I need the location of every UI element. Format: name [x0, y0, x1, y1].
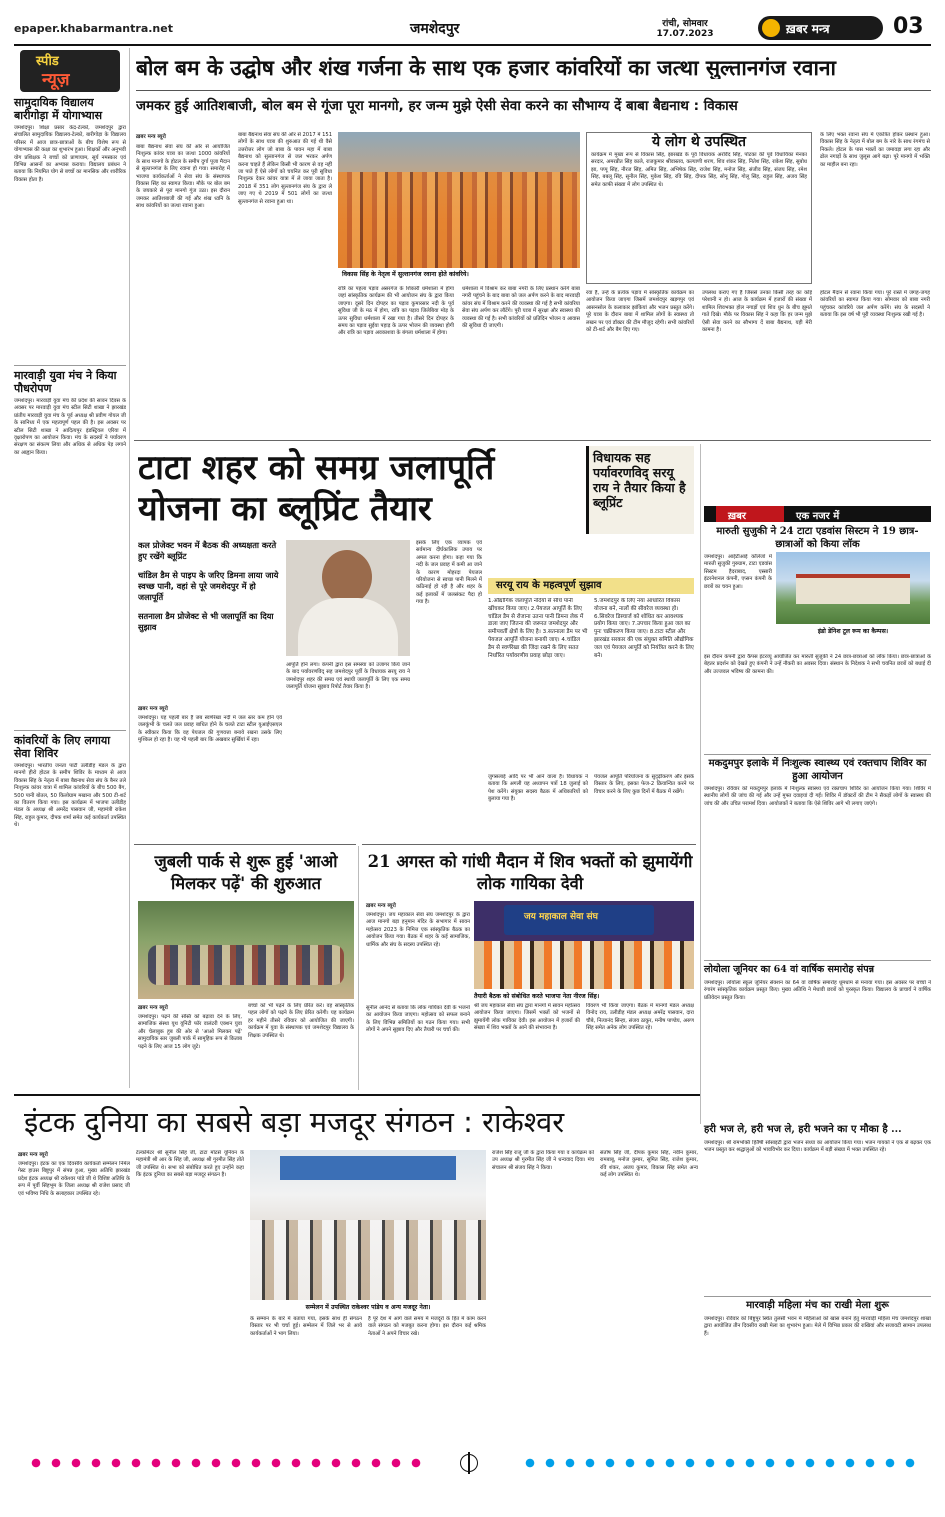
registration-cross — [468, 1452, 470, 1474]
lead-col-8-text: होटल मैदान से रवाना किया गया। पूरे रास्ते में जगह-जगह कांवरियों का स्वागत किया गया। सोमवार को बाबा नगरी पहुंचकर कांवरिये जल अर्पण करेंगे। संघ के सदस्यों ने बताया कि इस वर्ष भी पूरी व्यवस्था निःशुल्क रखी गई है। — [820, 290, 930, 319]
present-box-text: कार्यक्रम में मुख्य रूप से विकास सिंह, झारखंड के पूर्व विधायक अरविंद सिंह, पोटका की पूर्व विधायिका मेनका सरदार, अमरप्रीत सिंह काले, राजकुमार श्रीवास्तव, कल्याणी शरण, शिव शंकर सिंह, नितेश सिंह, राकेश सिंह, सुबोध झा, पप्पू सिंह, नीरज सिंह, अमित सिंह, अभिषेक सिंह, राजेश सिंह, मनोज सिंह, संजीव सिंह, संजय सिंह, रमेश सिंह, बबलू सिंह, सुनील सिंह, मुकेश सिंह, रवि सिंह, दीपक सिंह, सोनू सिंह, गोलू सिंह, राहुल सिंह, अजय सिंह समेत काफी संख्या में लोग उपस्थित थे। — [591, 152, 807, 188]
right-story-5-title: मारवाड़ी महिला मंच का राखी मेला शुरू — [746, 1300, 889, 1311]
jubilee-divider — [358, 846, 359, 1090]
right-story-2-title: मकदुमपुर इलाके में निःशुल्क स्वास्थ्य एवं रक्तचाप शिविर का हुआ आयोजन — [708, 758, 927, 782]
color-dots-left — [26, 1458, 426, 1468]
intuc-byline: ख़बर मन्त्र ब्यूरो — [18, 1152, 48, 1158]
brand-name: ख़बर मन्त्र — [786, 22, 830, 36]
color-dots-right — [520, 1458, 920, 1468]
intuc-stage-banner — [280, 1156, 456, 1180]
intuc-col-5: राजेश सिंह राजू जी के द्वारा किया गया व कार्यक्रम को उप अध्यक्ष श्री गुरमीत सिंह जी ने धन्यवाद दिया। मंच संचालन श्री संजय सिंह ने किया। — [492, 1150, 594, 1171]
sidebar-camp-title: कांवरियों के लिए लगाया सेवा शिविर — [14, 734, 111, 760]
lead-photo-caption: विकास सिंह के नेतृत्व में सुल्तानगंज रवाना होते कांवरिये। — [342, 271, 469, 278]
news-label: न्यूज़ — [42, 70, 70, 90]
news-glance-bar — [704, 506, 931, 522]
jubilee-col-2: बच्चों को भी पढ़ने के लिए प्रेरित करें। वह सांस्कृतिक पहल लोगों को पढ़ने के लिए प्रेरित करेगी। यह कार्यक्रम हर महीने तीसरे रविवार को आयोजित की जाएगी। कार्यक्रम में युवा के संस्थापक एवं जमशेदपुर विद्यालय के शिक्षक उपस्थित थे। — [248, 1003, 354, 1039]
jubilee-photo — [138, 901, 354, 999]
right-column-lower — [704, 1124, 931, 1444]
right-story-4-text: जमशेदपुर। श्री रामभक्ति हितैषी सोसाइटी द्वारा भजन संध्या का आयोजन किया गया। भजन गायकों ने एक से बढ़कर एक भजन प्रस्तुत कर श्रद्धालुओं को भावविभोर कर दिया। कार्यक्रम में बड़ी संख्या में भक्त उपस्थित रहे। — [704, 1140, 931, 1154]
suggestions-box — [488, 578, 694, 770]
right-story-1-more: इस दौरान कंपनी द्वारा कैंपस इंटरव्यू आयोजित कर मारुती सुजुकी ने 24 छात्र-छात्राओं को लॉक किया। छात्र-छात्राओं के बेहतर प्रदर्शन को देखते हुए कंपनी ने उन्हें नौकरी का अवसर दिया। संस्थान के निदेशक ने सभी चयनित छात्रों को बधाई दी और उज्जवल भविष्य की कामना की। — [704, 654, 931, 675]
lead-story — [134, 50, 931, 490]
lead-subhead: जमकर हुई आतिशबाजी, बोल बम से गूंजा पूरा मानगो, हर जन्म मुझे ऐसी सेवा करने का सौभाग्य दें बाबा बैद्यनाथ : विकास — [136, 98, 738, 114]
speed-news-badge — [20, 50, 120, 92]
right-story-2-text: जमशेदपुर। रविवार को मकदुमपुर इलाके में निःशुल्क स्वास्थ्य एवं रक्तचाप शिविर का आयोजन किया गया। शिविर में स्थानीय लोगों की जांच की गई और उन्हें मुफ्त दवाइयां दी गईं। शिविर में डॉक्टरों की टीम ने सैकड़ों लोगों के स्वास्थ्य की जांच की और उचित परामर्श दिया। आयोजकों ने बताया कि ऐसे शिविर आगे भी लगाए जाएंगे। — [704, 786, 931, 807]
lead-bottom-rule — [134, 440, 931, 441]
sidebar-camp-text: जमशेदपुर। भारतीय जनता पार्टी उलीडीह मंडल के द्वारा मानगो हीरो होटल के समीप शिविर के माध्यम से आज विकास सिंह के नेतृत्व में बाबा बैद्यनाथ सेवा संघ के बैनर तले निःशुल्क कांवर यात्रा में शामिल कांवरियों के बीच 500 बैग, 500 पानी बोतल, 50 किलोग्राम मखाना और 500 टी-शर्ट का वितरण किया गया। इस कार्यक्रम में भाजपा उलीडीह मंडल के अध्यक्ष श्री अमरेंद्र पासवान जी, महामंत्री राकेश सिंह, राहुल कुमार, दीपक शर्मा समेत कई कार्यकर्ता उपस्थित थे। — [14, 763, 126, 829]
gandhi-col-3: श्री जय महाकाल सेवा संघ द्वारा मानगो में सावन महोत्सव आयोजन किया जाएगा। जिसमें भक्तों को भजनों से झुमायेंगी लोक गायिका देवी। इस आयोजन में हजारों की संख्या में शिव भक्तों के आने की संभावना है। — [474, 1003, 580, 1032]
right-story-1-photo — [776, 552, 930, 624]
tata-byline-wrap — [138, 704, 282, 835]
right-rule-1 — [704, 754, 931, 755]
tata-col-5: पेयजल आपूर्ति परियोजना के सुदृढ़ीकरण और इसके विस्तार के लिए, इसका फेज-2 क्रियान्वित करने पर विचार करने के लिए कुछ दिनों में बैठक में रखेंगे। — [594, 774, 694, 795]
sidebar-rule-2 — [14, 730, 126, 731]
gandhi-caption: तैयारी बैठक को संबोधित करते भाजपा नेता नीरज सिंह। — [474, 993, 600, 1000]
place-day: रांची, सोमवार — [662, 19, 708, 29]
tata-col-3: इसके लिए एक व्यापक एवं सर्वमान्य दीर्घकालिक उपाय पर अमल करना होगा। कहा गया कि नदी के जल प्रवाह में कमी आ जाने के कारण मोहरदा पेयजल परियोजना से स्वच्छ पानी मिलने में कठिनाई हो रही है और शहर के कई इलाकों में जलसंकट पैदा हो गया है। — [416, 540, 482, 606]
gandhi-story — [362, 844, 696, 1092]
stage-people — [474, 941, 694, 989]
page-number: 03 — [893, 14, 924, 39]
tata-quote-1: चांडिल डैम से पाइप के जरिए डिमना लाया जाये स्वच्छ पानी, वहां से पूरे जमशेदपुर में हो जलापूर्ति — [138, 570, 279, 602]
lead-headline: बोल बम के उद्घोष और शंख गर्जना के साथ एक हजार कांवरियों का जत्था सुल्तानगंज रवाना — [136, 56, 836, 80]
gandhi-col-1: जमशेदपुर। जय महाकाल सेवा संघ जमशेदपुर के द्वारा आज मानगो बड़ा हनुमान मंदिर के सभागार में सावन महोत्सव 2023 के निमित्त एक सांस्कृतिक बैठक का आयोजन किया गया। बैठक में शहर के कई सामाजिक, धार्मिक और संघ के सदस्य उपस्थित रहे। — [366, 912, 470, 948]
gandhi-byline: ख़बर मन्त्र ब्यूरो — [366, 903, 396, 909]
saryu-rai-photo — [286, 540, 410, 656]
sidebar-rule-1 — [14, 365, 126, 366]
crowd-shape — [338, 172, 580, 280]
sidebar-marwari-title: मारवाड़ी युवा मंच ने किया पौधरोपण — [14, 369, 117, 395]
tata-col-1: जमशेदपुर। यह पहली बार है जब स्वर्णरेखा नदी में जल स्तर कम होने एवं जलकुंभी के चलते जल प्रवाह बाधित होने के चलते टाटा स्टील यूआईएसएल के स्वीकार किया कि वह पेयजल की गुणवत्ता बनाये रखना उसके लिए मुश्किल हो रहा है। यह भी पहली बार कि अखबार सुर्खियां में रहा। — [138, 715, 282, 744]
sidebar-story-marwari — [14, 369, 126, 728]
gandhi-photo — [474, 901, 694, 989]
brand-badge — [758, 16, 883, 40]
tata-byline: ख़बर मन्त्र ब्यूरो — [138, 706, 168, 712]
intuc-col-3: के सम्मान के बारे में बताया गया, इसके साथ ही संगठन विस्तार पर भी चर्चा हुई। सम्मेलन में जिले भर से आये कार्यकर्ताओं ने भाग लिया। — [250, 1316, 362, 1337]
lead-col-5-text: रवा है, उन्हें के प्रत्येक पड़ाव में सांस्कृतिक कार्यक्रम का आयोजन किया जाएगा जिसमें जमशेदपुर खड़गपुर एवं आसनसोल के कलाकार झांकियां और भजन प्रस्तुत करेंगे। पूरे यात्रा के दौरान बाबा में शामिल लोगों के स्वास्थ्य तो लखन पर एवं डॉक्टर की टीम मौजूद रहेगी। सभी कांवरियों को टी-शर्ट और बैग दिए गए। — [586, 290, 694, 334]
suggestions-list-b: 5.जमशेदपुर के लिए नया आधारित विकास योजना बने, नालों की सीवरेज व्यवस्था हो। 6.सिवरेज डिस्चार्ज को शोधित कर आवश्यक प्रयोग किया जाए। 7.उपचार किया हुआ जल का पुनः चक्रीकरण किया जाए। 8.टाटा स्टील और झारखंड सरकार की एक संयुक्त समिति औद्योगिक जल एवं पेयजल आपूर्ति को नियंत्रित करने के लिए बने। — [594, 598, 694, 659]
jubilee-byline: ख़बर मन्त्र ब्यूरो — [138, 1005, 168, 1011]
right-story-3-title: लोयोला जूनियर का 64 वां वार्षिक समारोह संपन्न — [704, 964, 874, 975]
jubilee-byline-wrap — [138, 1003, 242, 1090]
portrait-head — [322, 550, 372, 604]
jubilee-col-1: जमशेदपुर। पढ़ने की संस्ति को बढ़ावा देने के लिए, सामाजिक संस्था यूथ यूनिटी फॉर वालंटरी एक्शन युवा और चेलाबुक हुब की ओर से 'आओ मिलकर पढ़ें' सामुदायिक स्तर जुबली पार्क में सामूहिक रूप से किताब पढ़ने के लिए आज 15 लोग जुटे। — [138, 1014, 242, 1050]
campus-building — [796, 574, 910, 604]
intuc-photo-caption: सम्मेलन में उपस्थित राकेश्वर पांडेय व अन्य मजदूर नेता। — [305, 1304, 431, 1311]
right-rule-2 — [704, 960, 931, 961]
intuc-story — [14, 1094, 700, 1444]
lead-col-4-text: धर्मशाला में विश्राम कर बाबा नगरी के लिए प्रस्थान करेंगे बाबा नगरी पहुंचने के बाद बाबा को जल अर्पण करने के बाद मारवाड़ी कांवर संघ में विश्राम करने की व्यवस्था की गई है सभी कांवरिया सेवा संघ अर्पण कर लौटेंगे। पूरी यात्रा में सुरक्षा और स्वास्थ्य की व्यवस्था की गई है। सभी कांवरियों को प्रतिदिन भोजन व आवास की सुविधा दी जाएगी। — [462, 286, 580, 330]
suggestions-title: सरयू राय के महत्वपूर्ण सुझाव — [496, 580, 602, 591]
gandhi-col-2: सुनील आनंद से बताया कि लोक गायिका देवी के भजनों का आयोजन किया जाएगा। महोत्सव को सफल बनाने के लिए विभिन्न समितियों का गठन किया गया। सभी लोगों ने अपने सुझाव दिए और तैयारी पर चर्चा की। — [366, 1005, 470, 1034]
jubilee-story — [134, 844, 356, 1092]
portrait-body — [298, 598, 398, 656]
lead-col-1 — [136, 132, 230, 444]
brand-logo-icon — [762, 19, 780, 37]
present-box-title: ये लोग थे उपस्थित — [651, 134, 747, 150]
tata-quote-2: सतनाला डैम प्रोजेक्ट से भी जलापूर्ति का दिया सुझाव — [138, 611, 274, 632]
right-story-4-title: हरी भज ले, हरी भज ले, हरी भजने का ए मौका है ... — [704, 1124, 902, 1135]
news-glance-chip — [716, 506, 784, 522]
intuc-col-1: जमशेदपुर। इंटक का एक दिवसीय कार्यकर्ता सम्मेलन निर्मल गेस्ट हाउस बिष्टुपुर में संपन्न हुआ, मुख्य अतिथि झारखंड प्रदेश इंटक अध्यक्ष श्री राकेश्वर पांडे जी थे विशिष्ट अतिथि के रूप में पूर्वी सिंहभूम के जिला अध्यक्ष श्री राजेश प्रसाद जी एवं भविष्य निधि के सलाहकार उपस्थित रहे। — [18, 1161, 130, 1197]
intuc-col-2: टेल्कोमेटर श्री सुनील सिंह जी, टाटा मोटर्स यूनियन के महामंत्री श्री आर के सिंह जी, अध्यक्ष श्री गुरमीत सिंह तोते जी उपस्थित थे। सभा को संबोधित करते हुए उन्होंने कहा कि इंटक दुनिया का सबसे बड़ा मजदूर संगठन है। — [136, 1150, 244, 1179]
sidebar-yoga-title: सामुदायिक विद्यालय बारीगोड़ा में योगाभ्यास — [14, 96, 103, 122]
speed-label: स्पीड — [36, 54, 59, 69]
suggestions-list-a: 1.औद्योगिक जलापूर्ति नदियों से सीधे पानी खींचकर किया जाए। 2.पेयजल आपूर्ति के लिए चांडिल डैम से रोजाना उतना पानी डिमना लेक में डाला जाए जितना की जरूरत जमशेदपुर और समीपवर्ती क्षेत्रों के लिए है। 3.सतनाला डैम पर भी पेयजल आपूर्ति योजना बनायी जाए। 4.चांडिल डैम से स्वर्णरेखा की जिंदा रखने के लिए सतत निर्धारित पर्यावरणीय प्रवाह छोड़ा जाए। — [488, 598, 588, 659]
lead-col-2-text: बाबा बैद्यनाथ सेवा संघ की ओर से 2017 में 151 लोगों के साथ यात्रा की शुरुआत की गई थी वैसे उत्तरोत्तर लोग जो बाबा के पावन महा में बाबा बैद्यनाथ को सुल्तानगंज से जल भरकर अर्पण करना चाहते हैं लेकिन किसी भी कारण से वह नहीं जा पाते हैं ऐसे लोगों को चयनित कर पूरी सुविधा निःशुल्क देकर कांवर यात्रा में ले जाया जाता है। 2018 में 351 लोग सुल्तानगंज संघ के द्वारा ले जाए गए थे 2019 में 501 लोगों का जत्था सुल्तानगंज से रवाना हुआ था। — [238, 132, 332, 205]
intuc-headline: इंटक दुनिया का सबसे बड़ा मजदूर संगठन : राकेश्वर — [24, 1105, 565, 1139]
right-story-1-title: मारुती सुजुकी ने 24 टाटा एडवांस सिस्टम ने 19 छात्र-छात्राओं को किया लॉक — [716, 526, 919, 550]
gandhi-banner-text: जय महाकाल सेवा संघ — [524, 912, 598, 922]
sidebar-story-camp — [14, 734, 126, 1083]
right-column — [704, 506, 931, 1124]
tata-headline: टाटा शहर को समग्र जलापूर्ति योजना का ब्लूप्रिंट तैयार — [138, 448, 495, 529]
tata-kicker: विधायक सह पर्यावरणविद् सरयू राय ने तैयार किया है ब्लूप्रिंट — [593, 450, 686, 510]
sidebar-story-yoga — [14, 96, 126, 365]
lead-col-3-text: रात्रि का पहला पड़ाव असरगंज के शिकारी धर्मशाला में होगा जहां सांस्कृतिक कार्यक्रम की भी आयोजन संघ के द्वारा किया जाएगा। दूसरे दिन दोपहर का पड़ाव कुमारसार नदी के पूर्व सुविधा जी के मठ में होगा, रात्रि का पड़ाव जिलेबिया मोड़ के ऊपर सुविधा धर्मशाला में रखा गया है। तीसरे दिन दोपहर के समय का पड़ाव सुईया पहाड़ के ऊपर भोजन की व्यवस्था होगी और रात्रि का पड़ाव अवकाशवा के बंगला धर्मशाला में होगा। — [338, 286, 454, 337]
right-story-1-caption: इंडो डेनिश टूल रूम का कैम्पस। — [817, 628, 889, 635]
intuc-col-4: है पूरे देश में आगे वाले समय में मजदूरों के हित में काम करने वाले संगठन को मजबूत करना होगा। इस दौरान कई श्रमिक नेताओं ने अपने विचार रखे। — [368, 1316, 486, 1337]
tata-intro-box — [138, 540, 282, 698]
intuc-photo — [250, 1150, 486, 1300]
intuc-byline-wrap — [18, 1150, 130, 1397]
masthead-rule — [14, 44, 931, 46]
right-story-5-text: जमशेदपुर। रविवार को बिष्टुपुर स्थित तुलसी भवन में महिलाओं को खास बनाने हेतु मारवाड़ी महिला मंच जमशेदपुर शाखा द्वारा आयोजित तीन दिवसीय राखी मेला का शुभारंभ हुआ। मेले में विभिन्न प्रकार की राखियां और सजावटी सामान उपलब्ध हैं। — [704, 1316, 931, 1337]
city-name: जमशेदपुर — [410, 21, 460, 37]
print-color-strip — [20, 1452, 925, 1476]
right-rule-3 — [704, 1296, 931, 1297]
right-story-3-text: जमशेदपुर। लोयोला स्कूल जूनियर सेक्शन का 64 वां वार्षिक समारोह धूमधाम से मनाया गया। इस अवसर पर बच्चों ने रंगारंग सांस्कृतिक कार्यक्रम प्रस्तुत किए। मुख्य अतिथि ने मेधावी छात्रों को पुरस्कृत किया। विद्यालय के प्राचार्य ने वार्षिक प्रतिवेदन प्रस्तुत किया। — [704, 980, 931, 1001]
intuc-audience — [250, 1220, 486, 1300]
sidebar-divider — [129, 48, 130, 1088]
gandhi-headline: 21 अगस्त को गांधी मैदान में शिव भक्तों को झुमायेंगी लोक गायिका देवी — [367, 852, 693, 893]
city-tab — [410, 18, 502, 40]
masthead — [0, 0, 945, 46]
gandhi-col-4: विवरण भी किया जाएगा। बैठक में मानगो मंडल अध्यक्ष विनोद राय, उलीडीह मंडल अध्यक्ष अमरेंद्र पासवान, दारा चौबे, नित्यानंद सिन्हा, संजय ठाकुर, मनीष पाण्डेय, अरुण सिंह समेत अनेक लोग उपस्थित रहे। — [586, 1003, 694, 1032]
tata-intro: कल प्रोजेक्ट भवन में बैठक की अध्यक्षता करते हुए रखेंगे ब्लूप्रिंट — [138, 540, 277, 561]
issue-date: 17.07.2023 — [656, 29, 714, 39]
lead-byline: ख़बर मन्त्र ब्यूरो — [136, 134, 166, 140]
lead-col-6-text: उपलब्ध कराए गए हैं जिससे उनका किसी तरह का कोई परेशानी न हो। आज के कार्यक्रम में हजारों की संख्या में शामिल शिवभक्त होल नगाड़ों एवं शिव धुन के बीच झूमते गाते दिखे। मौके पर विकास सिंह ने कहा कि हर जन्म मुझे ऐसी सेवा करने का सौभाग्य दें बाबा बैद्यनाथ, यही मेरी कामना है। — [702, 290, 812, 334]
news-glance-label: ख़बर — [728, 511, 746, 522]
lead-col-1-text: बाबा बैद्यनाथ सेवा संघ की ओर से आयोजित निःशुल्क कांवर यात्रा का जत्था 1000 कांवरियों के साथ मानगो के होटल के समीप दुर्गा पूजा मैदान से सुल्तानगंज के लिए रवाना हो गया। समारोह में भाजपा कार्यकर्ताओं ने सेवा संघ के संस्थापक विकास सिंह का स्वागत किया। मौके पर बोल बम के जयकारे से पूरा मानगो गूंज उठा। इस दौरान जमकर आतिशबाजी की गई और शंख ध्वनि के साथ कांवरियों का जत्था रवाना हुआ। — [136, 144, 230, 210]
present-box — [586, 132, 812, 284]
right-story-1-text: जमशेदपुर। आईटीआई कॉलेजों में मारुती सुजुकी गुरुग्राम, टाटा एडवांस सिस्टम हैदराबाद, एस्सारी इंटरनेशनल कंपनी, एप्सन कंपनी के छात्रों का चयन हुआ। — [704, 554, 772, 590]
people-group — [148, 945, 344, 985]
tata-col-4: जुगसलाई आदि पर भी आने वाला है। विधायक ने बताया कि अगली यह अध्यापन पत्रों 18 जुलाई को पेश करेंगे। संयुक्त सदस्य बैठक में अधिकारियों को बुलाया गया है। — [488, 774, 588, 803]
tata-col-2: आपूर्ति होने लगा। कंपनी द्वारा इस समस्या को उजागर किये जाने के बाद पर्यावरणविद् सह जमशेदपुर पूर्वी के विधायक सरयू राय ने जमशेदपुर शहर की समग्र एवं स्थायी जलापूर्ति के लिए एक समग्र जलापूर्ति योजना सुझाव रिपोर्ट तैयार किया है। — [286, 662, 410, 691]
lead-photo — [338, 132, 580, 280]
lead-rule — [136, 90, 931, 91]
masthead-date-box — [640, 16, 730, 42]
intuc-col-6: संतोष सिंह जी, दीपक कुमार सिंह, नवीन कुमार, रामबाबू, मनोज कुमार, सुमित सिंह, राजेश कुमार, रवि शंकर, अजय कुमार, विकास सिंह समेत अन्य कई लोग उपस्थित थे। — [600, 1150, 698, 1179]
news-glance-label-2: एक नजर में — [796, 511, 840, 522]
tata-kicker-box — [586, 446, 694, 534]
lead-col-7-text: के लिए भक्त रवाना संघ में एकत्रित होकर प्रस्थान हुआ। विकास सिंह के नेतृत्व में बोल बम के नारे के साथ रंगमंच से निकले। होटल के पास भक्तों का जमावड़ा लगा रहा और ढोल नगाड़ों के साथ जुलूस आगे बढ़ा। पूरे मानगो में भक्ति का माहौल बना रहा। — [820, 132, 930, 168]
sidebar-marwari-text: जमशेदपुर। मारवाड़ी युवा मंच की प्रदेश की सावन दिवस के अवसर पर मारवाड़ी युवा मंच स्टील सिटी शाखा ने झारखंड प्रांतीय मारवाड़ी युवा मंच के पूर्व अध्यक्ष श्री प्रवीण गोयल जी के सानिध्य में एक महत्वपूर्ण पहल की है। इस अवसर पर स्टील सिटी शाखा ने आदित्यपुर इंडस्ट्रियल एरिया में वृक्षारोपण का आयोजन किया। मंच के सदस्यों ने पर्यावरण संरक्षण का संकल्प लिया और अधिक से अधिक पेड़ लगाने का आह्वान किया। — [14, 398, 126, 456]
jubilee-headline: जुबली पार्क से शुरू हुई 'आओ मिलकर पढ़ें' की शुरुआत — [154, 852, 338, 893]
tata-story — [134, 444, 696, 844]
gandhi-byline-wrap — [366, 901, 470, 994]
epaper-url[interactable]: epaper.khabarmantra.net — [14, 22, 173, 35]
right-column-divider — [700, 444, 701, 1124]
sidebar-yoga-text: जमशेदपुर। शिक्षा प्रसार केंद्र-टेल्को, जमशेदपुर द्वारा संचालित सामुदायिक विद्यालय-टेल्को, बारीगोड़ा के विद्यालय परिसर में आज छात्र-छात्राओं के बीच विशेष रूप से योगाभ्यास की कक्षा का शुभारंभ हुआ। शिक्षकों और अनुभवी योग प्रशिक्षक ने बच्चों को प्राणायाम, सूर्य नमस्कार एवं विभिन्न आसनों का अभ्यास कराया। विद्यालय प्रबंधन ने बताया कि नियमित योग से बच्चों का मानसिक और शारीरिक विकास होता है। — [14, 125, 126, 183]
